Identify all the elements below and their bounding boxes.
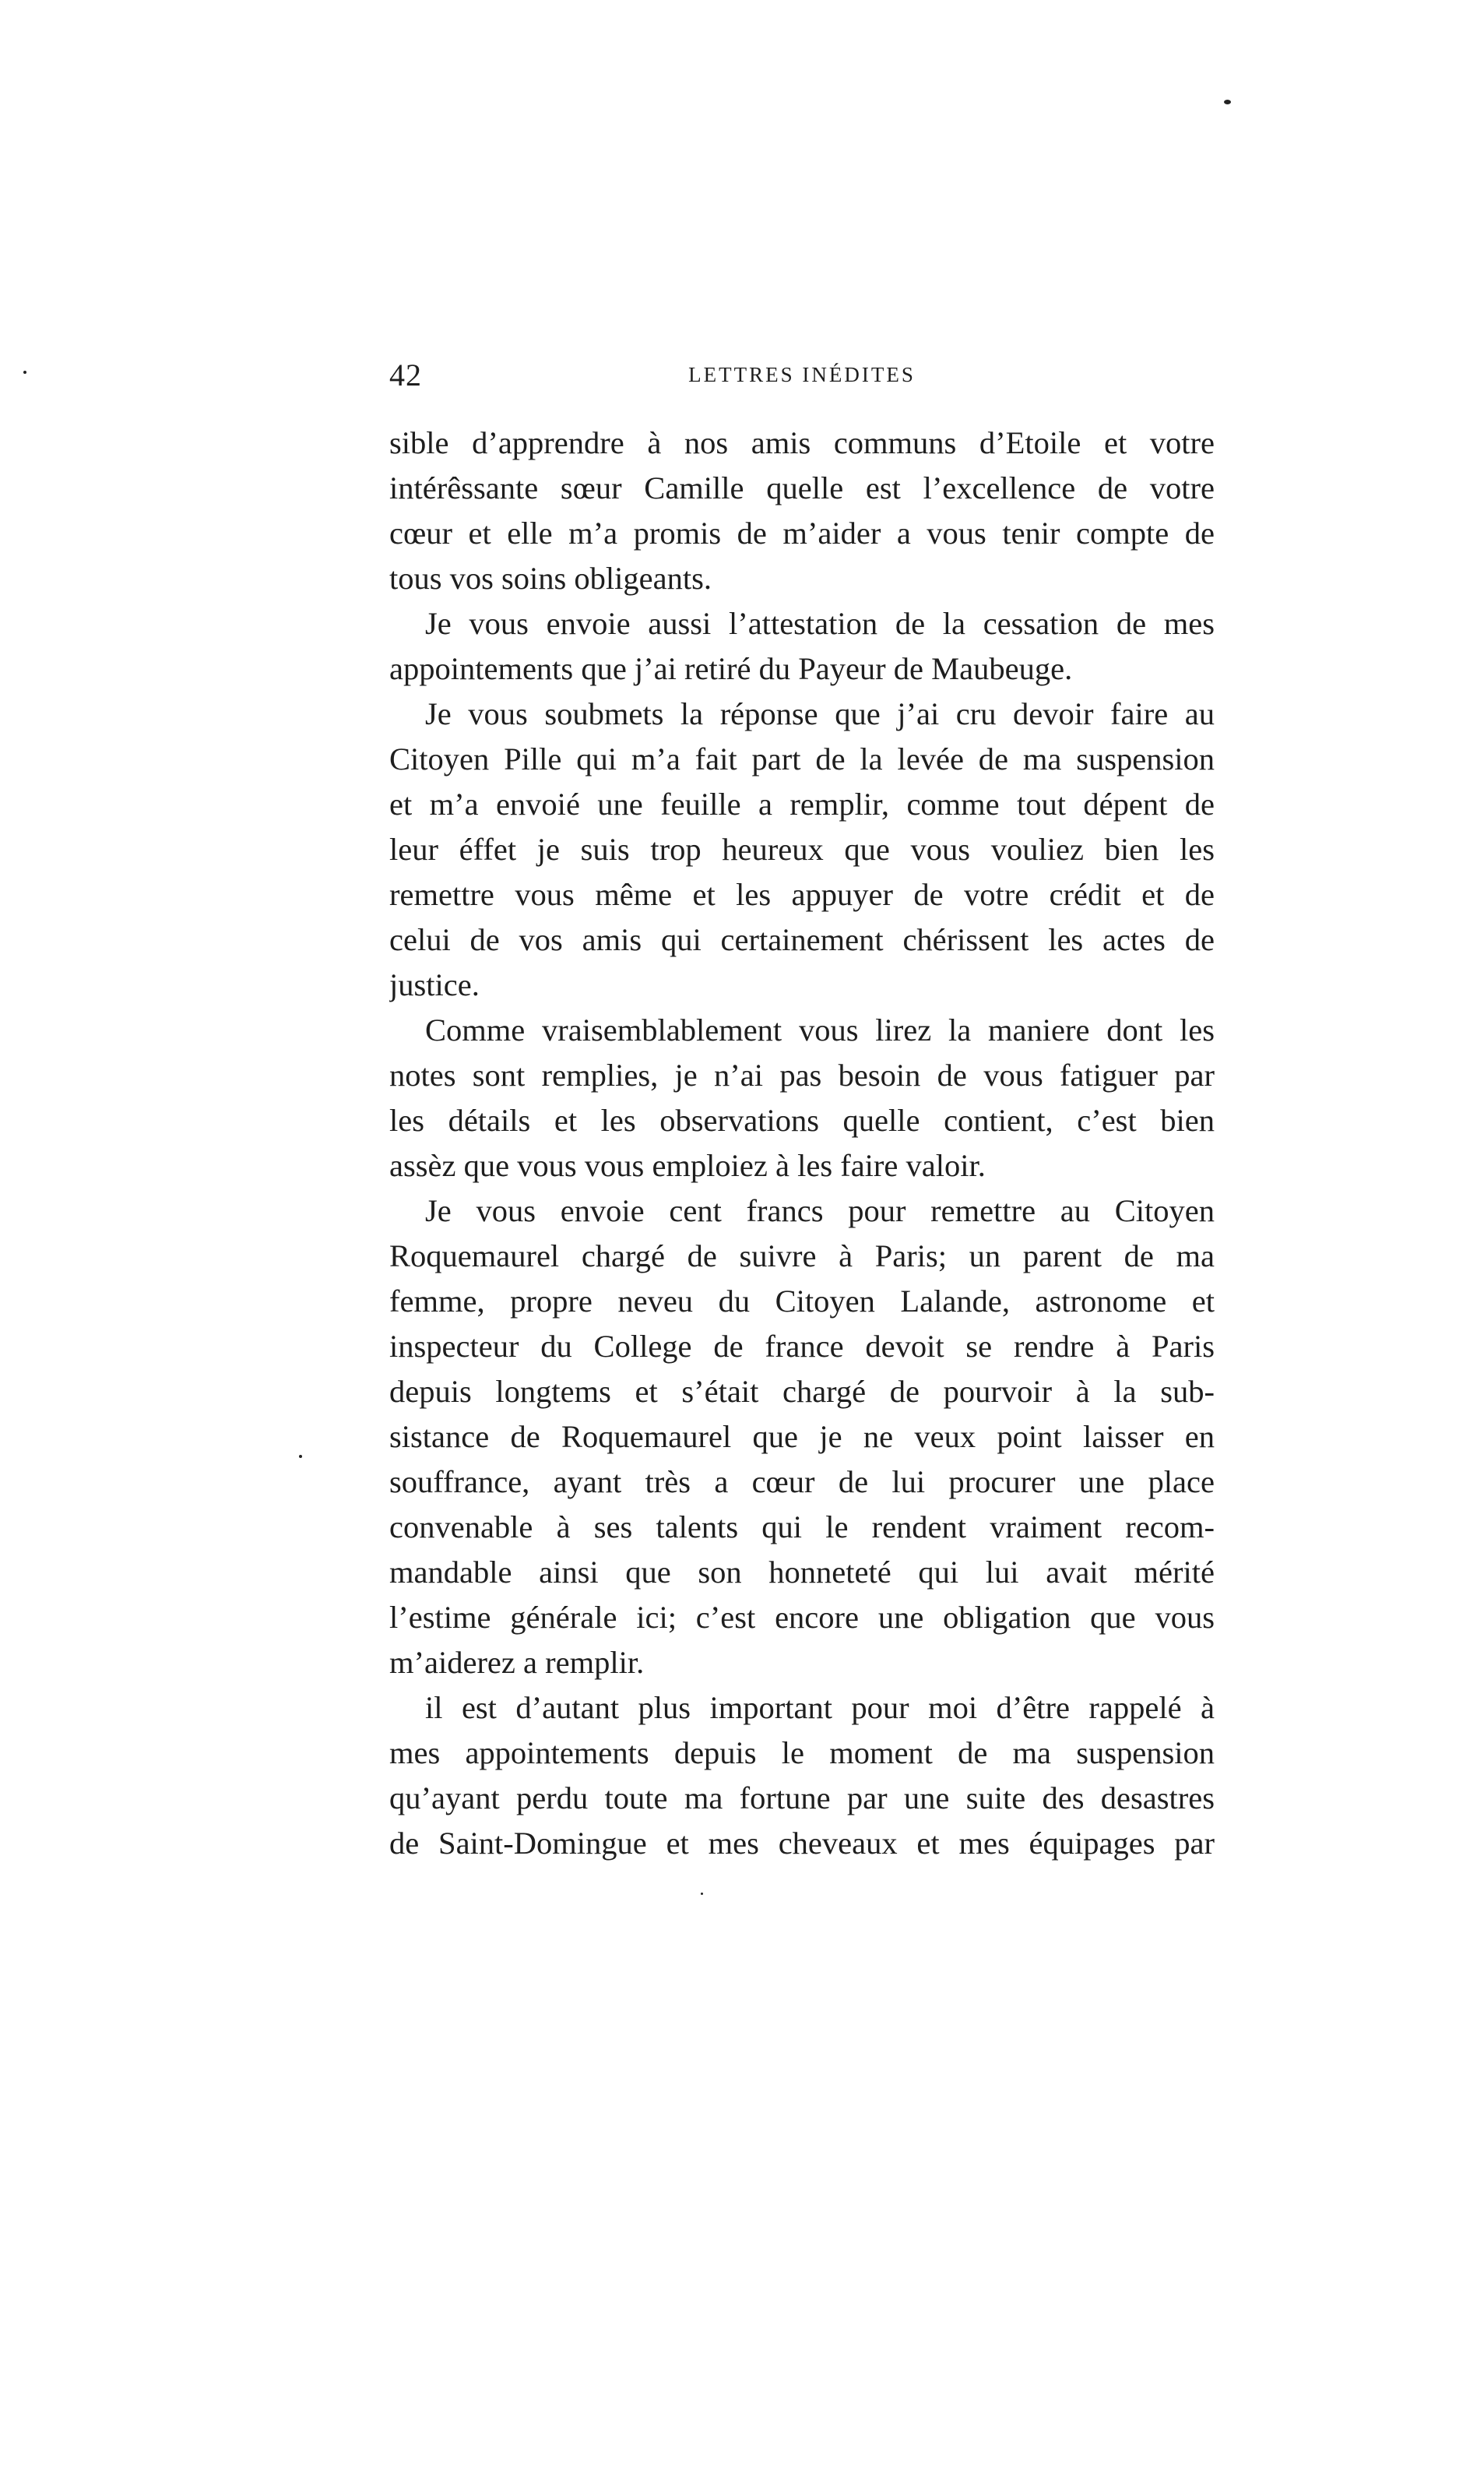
text-line: souffrance, ayant très a cœur de lui procurer une place xyxy=(389,1464,1215,1499)
text-line: notes sont remplies, je n’ai pas besoin de vous fatiguer par xyxy=(389,1058,1215,1093)
print-speck xyxy=(23,371,26,374)
print-speck xyxy=(701,1893,703,1895)
text-line: Je vous soubmets la réponse que j’ai cru devoir faire au xyxy=(425,696,1215,731)
text-line: les détails et les observations quelle contient, c’est bien xyxy=(389,1103,1215,1138)
text-line: qu’ayant perdu toute ma fortune par une suite des desastres xyxy=(389,1780,1215,1815)
letter-text xyxy=(389,421,1215,1866)
text-line: Citoyen Pille qui m’a fait part de la levée de ma suspension xyxy=(389,741,1215,776)
text-line: mes appointements depuis le moment de ma suspension xyxy=(389,1735,1215,1770)
text-line: convenable à ses talents qui le rendent vraiment recom- xyxy=(389,1509,1215,1544)
page-number: 42 xyxy=(389,357,422,393)
text-line: sible d’apprendre à nos amis communs d’Etoile et votre xyxy=(389,425,1215,460)
print-speck xyxy=(1224,100,1231,104)
text-line: Je vous envoie aussi l’attestation de la cessation de mes xyxy=(425,606,1215,641)
text-line: Roquemaurel chargé de suivre à Paris; un parent de ma xyxy=(389,1238,1215,1273)
text-line: tous vos soins obligeants. xyxy=(389,561,712,596)
text-line: cœur et elle m’a promis de m’aider a vous tenir compte de xyxy=(389,516,1215,551)
text-line: leur éffet je suis trop heureux que vous vouliez bien les xyxy=(389,832,1215,867)
text-line: et m’a envoié une feuille a remplir, comme tout dépent de xyxy=(389,787,1215,822)
text-line: intérêssante sœur Camille quelle est l’excellence de votre xyxy=(389,470,1215,505)
text-line: justice. xyxy=(389,967,480,1002)
text-line: Je vous envoie cent francs pour remettre au Citoyen xyxy=(425,1193,1215,1228)
running-title: LETTRES INÉDITES xyxy=(688,363,916,386)
text-line: Comme vraisemblablement vous lirez la maniere dont les xyxy=(425,1012,1215,1048)
text-line: assèz que vous vous emploiez à les faire valoir. xyxy=(389,1148,986,1183)
text-line: l’estime générale ici; c’est encore une obligation que vous xyxy=(389,1600,1215,1635)
text-line: celui de vos amis qui certainement chérissent les actes de xyxy=(389,922,1215,957)
text-line: appointements que j’ai retiré du Payeur de Maubeuge. xyxy=(389,651,1073,686)
text-line: depuis longtems et s’était chargé de pourvoir à la sub- xyxy=(389,1374,1215,1409)
text-line: sistance de Roquemaurel que je ne veux point laisser en xyxy=(389,1419,1215,1454)
text-line: mandable ainsi que son honneteté qui lui avait mérité xyxy=(389,1555,1215,1590)
print-speck xyxy=(299,1455,302,1458)
text-line: m’aiderez a remplir. xyxy=(389,1645,645,1680)
text-line: remettre vous même et les appuyer de votre crédit et de xyxy=(389,877,1215,912)
text-line: inspecteur du College de france devoit se rendre à Paris xyxy=(389,1329,1215,1364)
text-line: de Saint-Domingue et mes cheveaux et mes équipages par xyxy=(389,1826,1215,1861)
text-line: femme, propre neveu du Citoyen Lalande, astronome et xyxy=(389,1284,1215,1319)
text-line: il est d’autant plus important pour moi d’être rappelé à xyxy=(425,1690,1215,1725)
running-head xyxy=(389,357,1215,403)
